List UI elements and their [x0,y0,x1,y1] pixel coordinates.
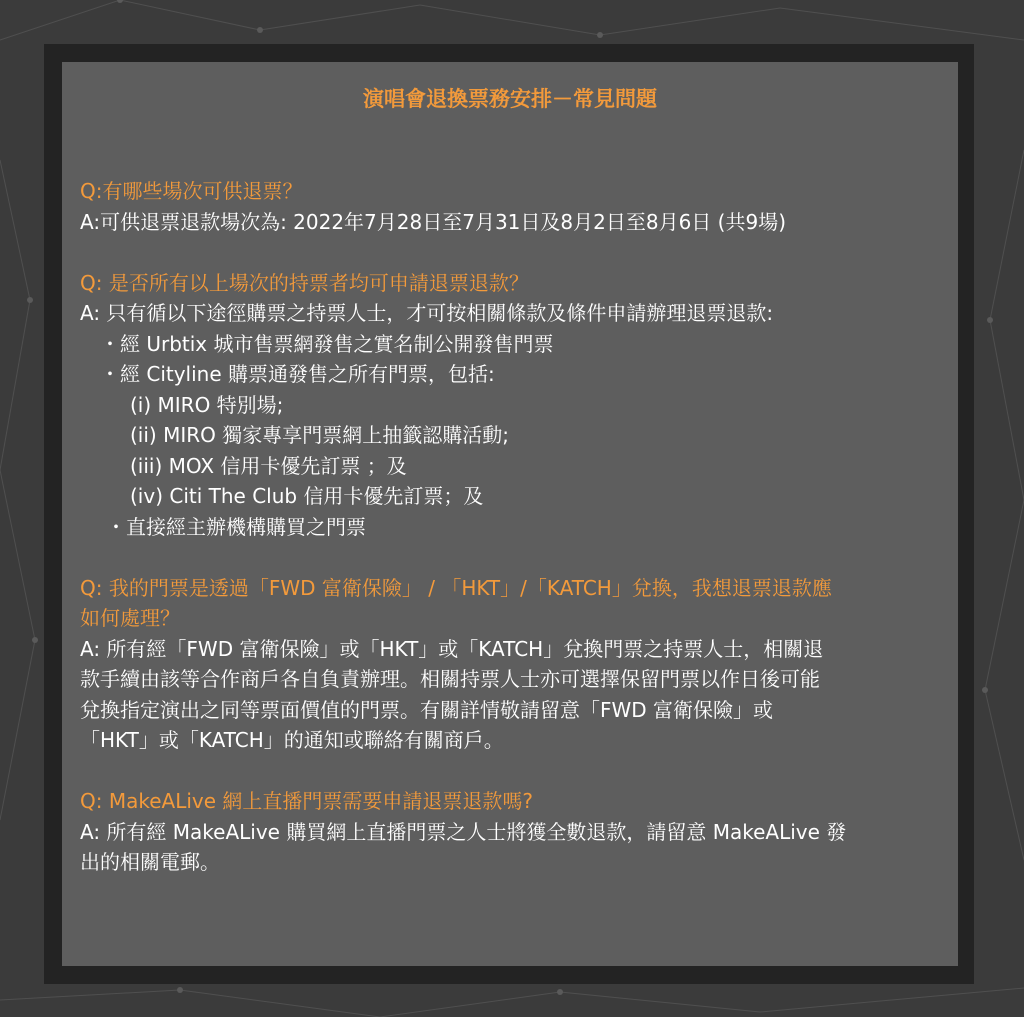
faq-answer-1: A:可供退票退款場次為: 2022年7月28日至7月31日及8月2日至8月6日 (共9場) [80,209,786,234]
section-spacer [80,542,942,573]
faq-answer-3-line-1: A: 所有經「FWD 富衛保險」或「HKT」或「KATCH」兌換門票之持票人士，相關退 [80,636,824,661]
faq-question-3-line-2: 如何處理？ [80,606,180,630]
page-title: 演唱會退換票務安排－常見問題 [363,87,657,111]
list-subitem-miro-ballot: (ii) MIRO 獨家專享門票網上抽籤認購活動; [130,423,509,447]
faq-panel [62,62,958,966]
list-item-cityline: ・經 Cityline 購票通發售之所有門票，包括: [100,362,495,386]
faq-answer-4-line-2: 出的相關電郵。 [80,850,220,874]
faq-question-4: Q: MakeALive 網上直播門票需要申請退票退款嗎? [80,789,534,813]
faq-answer-4-line-1: A: 所有經 MakeALive 購買網上直播門票之人士將獲全數退款，請留意 MakeALive 發 [80,819,847,844]
faq-question-3-line-1: Q: 我的門票是透過「FWD 富衛保險」 / 「HKT」/「KATCH」兌換，我想退票退款應 [80,575,832,600]
list-item-urbtix: ・經 Urbtix 城市售票網發售之實名制公開發售門票 [100,331,554,356]
faq-answer-3-line-3: 兌換指定演出之同等票面價值的門票。有關詳情敬請留意「FWD 富衛保險」或 [80,697,774,722]
faq-content [80,176,942,878]
section-spacer [80,756,942,787]
section-spacer [80,237,942,268]
list-subitem-citi: (iv) Citi The Club 信用卡優先訂票；及 [130,484,484,508]
faq-answer-2: A: 只有循以下途徑購票之持票人士，才可按相關條款及條件申請辦理退票退款: [80,301,774,325]
list-subitem-mox: (iii) MOX 信用卡優先訂票 ；及 [130,453,407,478]
list-subitem-miro-special: (i) MIRO 特別場; [130,392,284,417]
faq-question-1: Q:有哪些場次可供退票？ [80,179,303,203]
faq-answer-3-line-4: 「HKT」或「KATCH」的通知或聯絡有關商戶。 [80,728,504,752]
faq-answer-3-line-2: 款手續由該等合作商戶各自負責辦理。相關持票人士亦可選擇保留門票以作日後可能 [80,667,820,691]
list-item-organizer: ・直接經主辦機構購買之門票 [106,514,366,539]
faq-question-2: Q: 是否所有以上場次的持票者均可申請退票退款？ [80,270,529,295]
